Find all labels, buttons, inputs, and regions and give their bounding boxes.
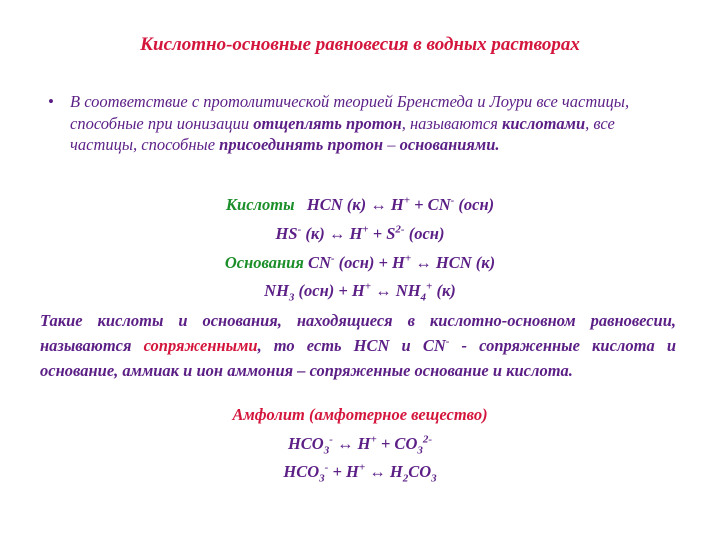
eq4-sup-1: + <box>364 280 372 293</box>
eq6-sub-2: 2 <box>402 472 409 485</box>
para-text-1: Такие кислоты и основания, находящиеся в кислотно-основном равновесии, называются <box>40 311 676 355</box>
eq6-part-a: HCO <box>283 462 320 481</box>
eq4-part-b: (осн) + H <box>294 281 365 300</box>
eq2-sup-3: 2- <box>395 223 405 236</box>
eq1-sup-2: - <box>450 194 455 207</box>
eq5-part-a: HCO <box>287 434 324 453</box>
eq4-sup-2: + <box>426 280 433 293</box>
eq4-part-c: ↔ NH <box>371 281 421 300</box>
bullet-highlight-acids: кислотами <box>502 113 586 133</box>
equation-nh3 <box>0 280 720 304</box>
conjugate-paragraph <box>40 308 676 383</box>
equation-hco3-dissociation <box>0 433 720 457</box>
eq6-sub-1: 3 <box>319 472 325 485</box>
eq4-sub-2: 4 <box>420 291 427 304</box>
eq2-part-d: (осн) <box>404 224 445 243</box>
eq6-sup-1: - <box>324 461 329 474</box>
eq2-sup-2: + <box>362 223 369 236</box>
eq6-part-d: CO <box>408 462 432 481</box>
para-text-3: - сопряженные кислота и основание, аммиак и ион аммония – сопряженные основание и кислота. <box>40 336 676 380</box>
para-sup-1: - <box>445 335 450 348</box>
eq4-part-d: (к) <box>432 281 456 300</box>
eq4-part-a: NH <box>264 281 289 300</box>
equation-bases-cn <box>0 253 720 273</box>
eq2-part-c: + S <box>368 224 396 243</box>
bullet-paragraph <box>70 91 676 156</box>
eq3-part-b: (осн) + H <box>334 253 405 272</box>
eq3-part-c: ↔ HCN (к) <box>411 253 496 272</box>
eq5-part-b: ↔ H <box>332 434 371 453</box>
eq5-part-c: + CO <box>376 434 418 453</box>
bullet-text-4: – <box>383 135 400 154</box>
slide-title: Кислотно-основные равновесия в водных растворах <box>140 34 580 55</box>
bullet-text-1: В соответствие с протолитической теорией Бренстеда и Лоури все частицы, способные при ионизации <box>70 92 630 133</box>
eq6-part-c: ↔ H <box>365 462 403 481</box>
para-highlight-conjugate: сопряженными <box>143 336 258 355</box>
eq3-sup-2: + <box>404 252 412 265</box>
eq3-sup-1: - <box>330 252 335 265</box>
bullet-marker: • <box>48 92 54 111</box>
eq3-part-a: CN <box>303 253 331 272</box>
eq6-part-b: + H <box>328 462 359 481</box>
eq5-sub-1: 3 <box>323 444 330 457</box>
eq2-sup-1: - <box>297 223 302 236</box>
eq5-sup-3: 2- <box>422 433 433 446</box>
bullet-highlight-bases: основаниями. <box>399 135 500 154</box>
eq1-part-a: HCN (к) ↔ H <box>306 195 404 214</box>
eq6-sub-3: 3 <box>431 472 437 485</box>
bullet-text-2: , называются <box>401 113 503 133</box>
eq4-sub-1: 3 <box>288 291 295 304</box>
label-bases: Основания <box>224 253 304 272</box>
equation-acids-hcn <box>0 195 720 215</box>
equation-hs <box>0 224 720 244</box>
para-text-2: , то есть HCN и CN <box>257 336 446 355</box>
eq1-sup-1: + <box>403 194 411 207</box>
eq1-part-b: + CN <box>410 195 451 214</box>
bullet-text-3: , все частицы, способные <box>70 113 615 154</box>
label-acids: Кислоты <box>225 195 295 214</box>
eq5-sup-2: + <box>370 433 377 446</box>
bullet-highlight-release-proton: отщеплять протон <box>253 113 402 133</box>
eq6-sup-2: + <box>358 461 366 474</box>
ampholyte-heading: Амфолит (амфотерное вещество) <box>232 405 488 424</box>
equation-hco3-protonation <box>0 461 720 485</box>
eq5-sub-2: 3 <box>417 444 423 457</box>
eq5-sup-1: - <box>329 433 333 446</box>
eq1-part-c: (осн) <box>454 195 495 214</box>
eq2-part-b: (к) ↔ H <box>301 224 363 243</box>
eq2-part-a: HS <box>275 224 298 243</box>
bullet-highlight-accept-proton: присоединять протон <box>219 135 384 154</box>
